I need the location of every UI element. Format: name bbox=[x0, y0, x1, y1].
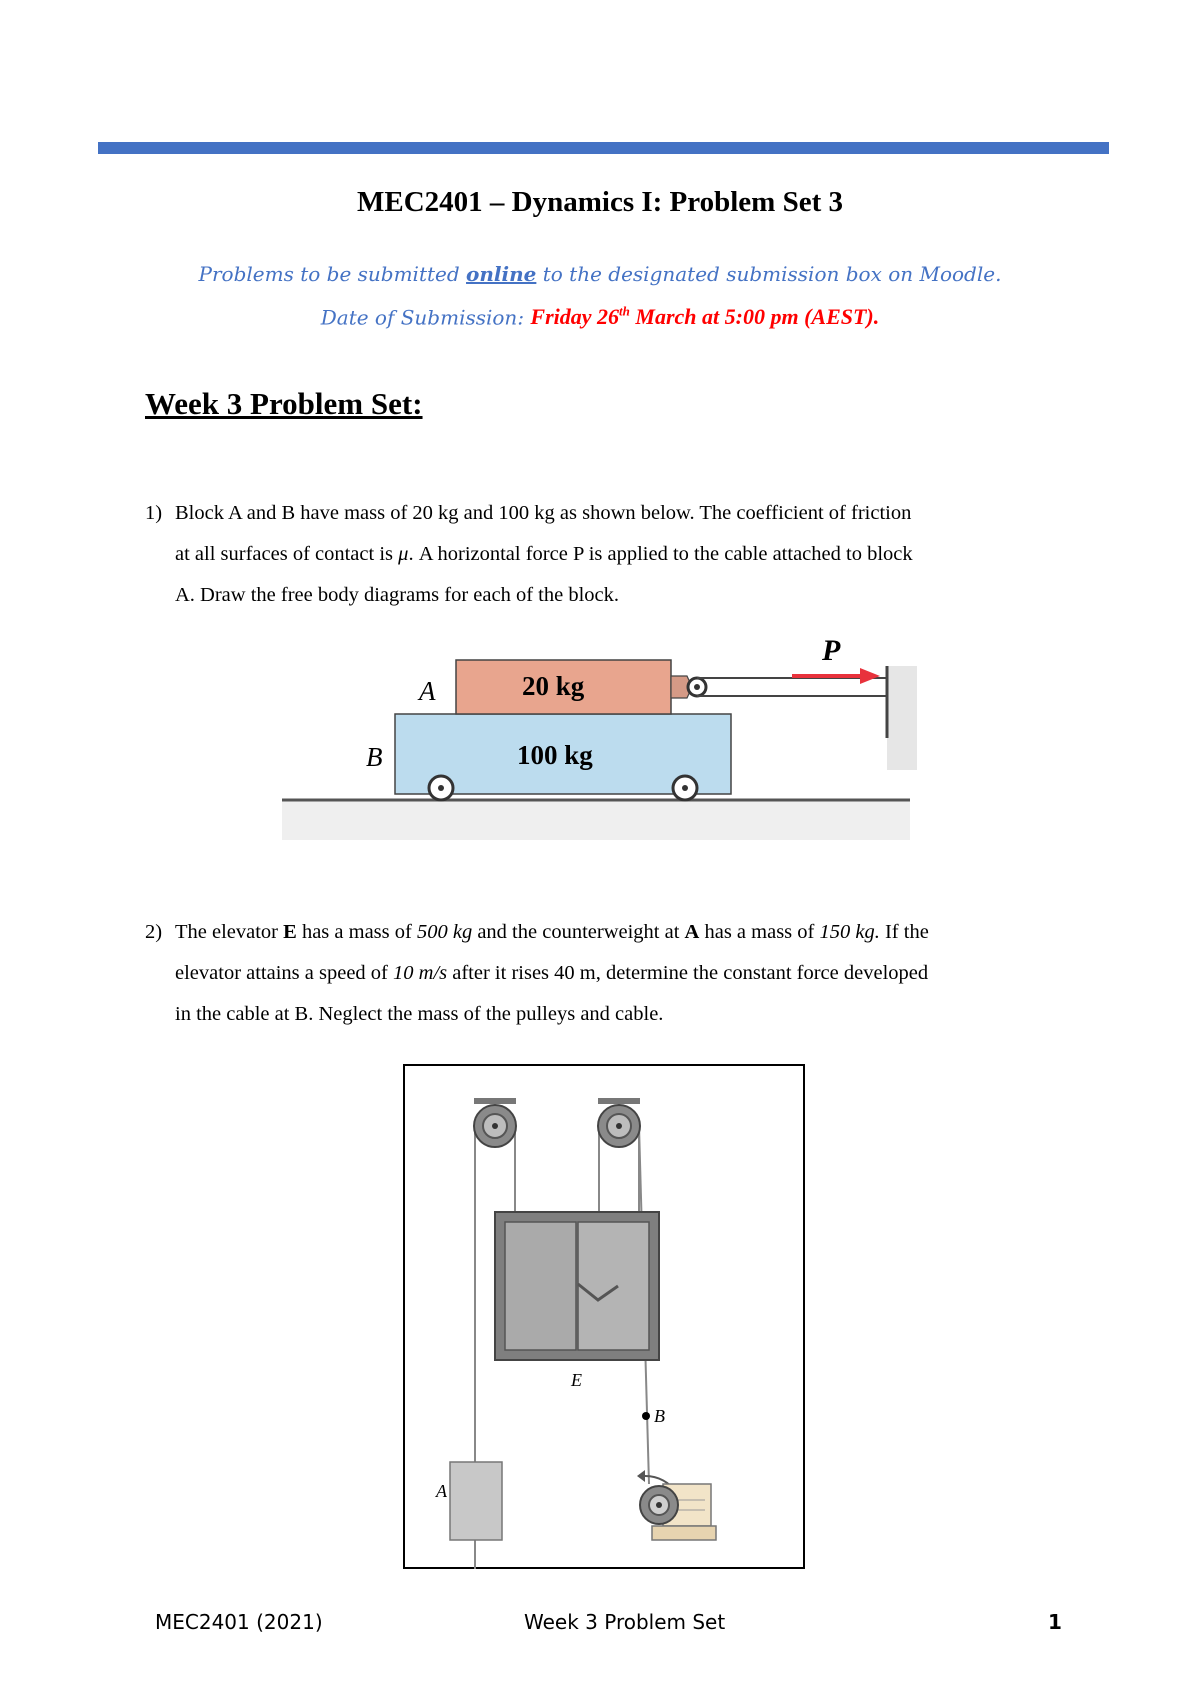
problem-text: Block A and B have mass of 20 kg and 100 kg as shown below. The coefficient of friction at all surfaces of contact is μ. A horizontal force P is applied to the cable attached to block A. Draw the free body diagrams for each of the block. bbox=[175, 502, 913, 606]
elevator-door-right bbox=[578, 1222, 649, 1350]
blocks-figure bbox=[282, 630, 922, 845]
counterweight bbox=[450, 1462, 502, 1540]
elevator-figure bbox=[403, 1064, 805, 1569]
problem-number: 2) bbox=[145, 921, 163, 943]
page-number: 1 bbox=[1048, 1610, 1062, 1634]
label-e: E bbox=[571, 1370, 582, 1390]
date-value: Friday 26th March at 5:00 pm (AEST). bbox=[530, 304, 880, 330]
label-a: A bbox=[436, 1481, 447, 1501]
problem-1 bbox=[145, 493, 1065, 616]
date-label: Date of Submission: bbox=[320, 305, 531, 330]
wheel-right-hub bbox=[682, 785, 688, 791]
wheel-left-hub bbox=[438, 785, 444, 791]
force-arrow-head bbox=[860, 668, 880, 684]
force-label: P bbox=[822, 634, 841, 667]
submission-instructions: Problems to be submitted online to the designated submission box on Moodle. bbox=[198, 262, 1002, 286]
mu-symbol: μ bbox=[398, 543, 409, 565]
mass-b-label: 100 kg bbox=[517, 740, 593, 770]
problem-2 bbox=[145, 912, 1065, 1035]
page-title: MEC2401 – Dynamics I: Problem Set 3 bbox=[357, 186, 843, 218]
cable-pulley-hub bbox=[694, 684, 700, 690]
ceiling-mount-right bbox=[598, 1098, 640, 1104]
elevator-door-left bbox=[505, 1222, 576, 1350]
point-b-marker bbox=[642, 1412, 650, 1420]
mass-a-label: 20 kg bbox=[522, 671, 585, 701]
online-emphasis: online bbox=[466, 262, 537, 286]
ceiling-mount-left bbox=[474, 1098, 516, 1104]
submission-date bbox=[0, 304, 1200, 330]
header-rule bbox=[98, 142, 1109, 154]
footer-course: MEC2401 (2021) bbox=[155, 1610, 323, 1634]
ground-shade bbox=[282, 800, 910, 840]
label-a: A bbox=[419, 676, 436, 706]
section-heading: Week 3 Problem Set: bbox=[145, 386, 423, 421]
motor-drum-hub bbox=[656, 1502, 662, 1508]
footer-title: Week 3 Problem Set bbox=[524, 1610, 726, 1634]
pulley-right-hub bbox=[616, 1123, 622, 1129]
label-b: B bbox=[366, 742, 383, 772]
pulley-left-hub bbox=[492, 1123, 498, 1129]
problem-text: The elevator E has a mass of 500 kg and the counterweight at A has a mass of 150 kg. If the elevator attains a speed of 10 m/s after it rises 40 m, determine the constant force developed in the cable at B. Neglect the mass of the pulleys and cable. bbox=[175, 921, 929, 1025]
motor-base bbox=[652, 1526, 716, 1540]
problem-number: 1) bbox=[145, 502, 163, 524]
label-b: B bbox=[654, 1406, 665, 1426]
wall-shade bbox=[887, 666, 917, 770]
